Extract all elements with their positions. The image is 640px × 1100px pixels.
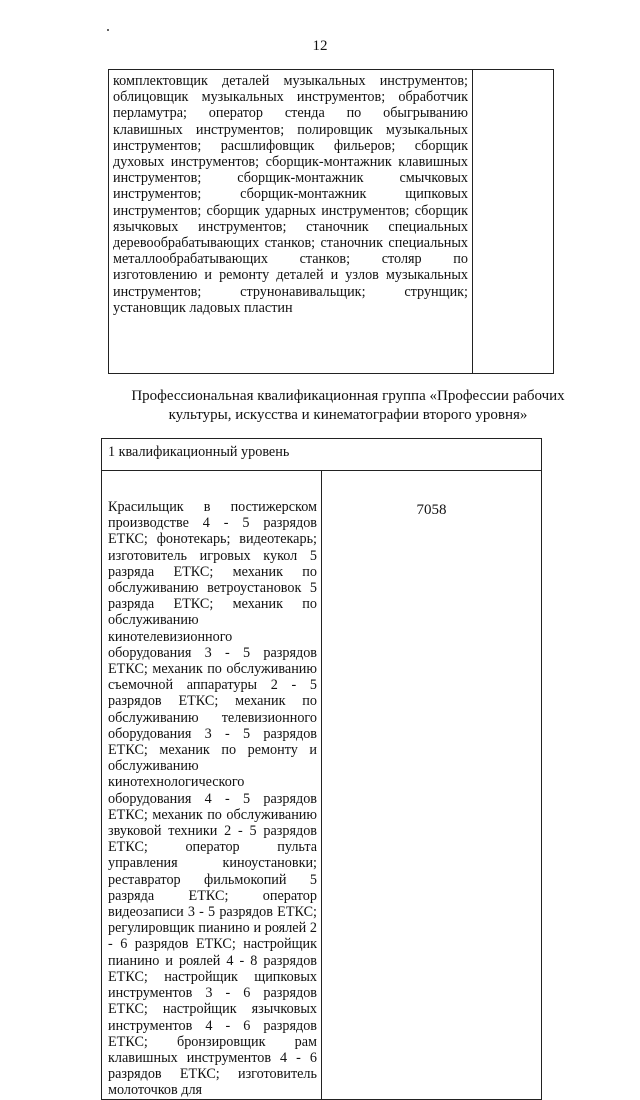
table-row: [102, 439, 542, 471]
table-row: [102, 471, 542, 1100]
qualification-level-label: 1 квалификационный уровень: [102, 439, 542, 471]
professions-list-text: комплектовщик деталей музыкальных инструментов; облицовщик музыкальных инструментов; обработчик перламутра; оператор стенда по обыгрыванию клавишных инструментов; полировщик музыкальных инструментов; расшлифовщик фильеров; сборщик духовых инструментов; сборщик-монтажник клавишных инструментов; сборщик-монтажник смычковых инструментов; сборщик-монтажник щипковых инструментов; сборщик ударных инструментов; сборщик язычковых инструментов; станочник специальных деревообрабатывающих станков; станочник специальных металлообрабатывающих станков; столяр по изготовлению и ремонту деталей и узлов музыкальных инструментов; струнонавивальщик; струнщик; установщик ладовых пластин: [113, 73, 468, 316]
professions-table-continued: [108, 69, 554, 374]
professions-list-text: Красильщик в постижерском производстве 4 - 5 разрядов ЕТКС; фонотекарь; видеотекарь; изготовитель игровых кукол 5 разряда ЕТКС; механик по обслуживанию ветроустановок 5 разряда ЕТКС; механик по обслуживанию кинотелевизионного оборудования 3 - 5 разрядов ЕТКС; механик по обслуживанию съемочной аппаратуры 2 - 5 разрядов ЕТКС; механик по обслуживанию телевизионного оборудования 3 - 5 разрядов ЕТКС; механик по ремонту и обслуживанию кинотехнологического оборудования 4 - 5 разрядов ЕТКС; механик по обслуживанию звуковой техники 2 - 5 разрядов ЕТКС; оператор пульта управления киноустановки; реставратор фильмокопий 5 разряда ЕТКС; оператор видеозаписи 3 - 5 разрядов ЕТКС; регулировщик пианино и роялей 2 - 6 разрядов ЕТКС; настройщик пианино и роялей 4 - 8 разрядов ЕТКС; настройщик щипковых инструментов 3 - 6 разрядов ЕТКС; настройщик язычковых инструментов 4 - 6 разрядов ЕТКС; бронзировщик рам клавишных инструментов 4 - 6 разрядов ЕТКС; изготовитель молоточков для: [108, 499, 317, 1099]
page-number: 12: [312, 38, 328, 54]
professions-cell: [102, 471, 322, 1100]
professions-cell: [109, 70, 473, 374]
scan-speck: [107, 29, 109, 31]
heading-line-1: Профессиональная квалификационная группа «Профессии рабочих: [131, 388, 565, 404]
salary-code-cell: 7058: [322, 471, 542, 1100]
heading-line-2: культуры, искусства и кинематографии второго уровня»: [168, 407, 528, 423]
table-row: [109, 70, 554, 374]
qualification-group-heading: [108, 387, 588, 425]
qualification-level-table: [101, 438, 542, 1100]
salary-code-cell: [473, 70, 554, 374]
